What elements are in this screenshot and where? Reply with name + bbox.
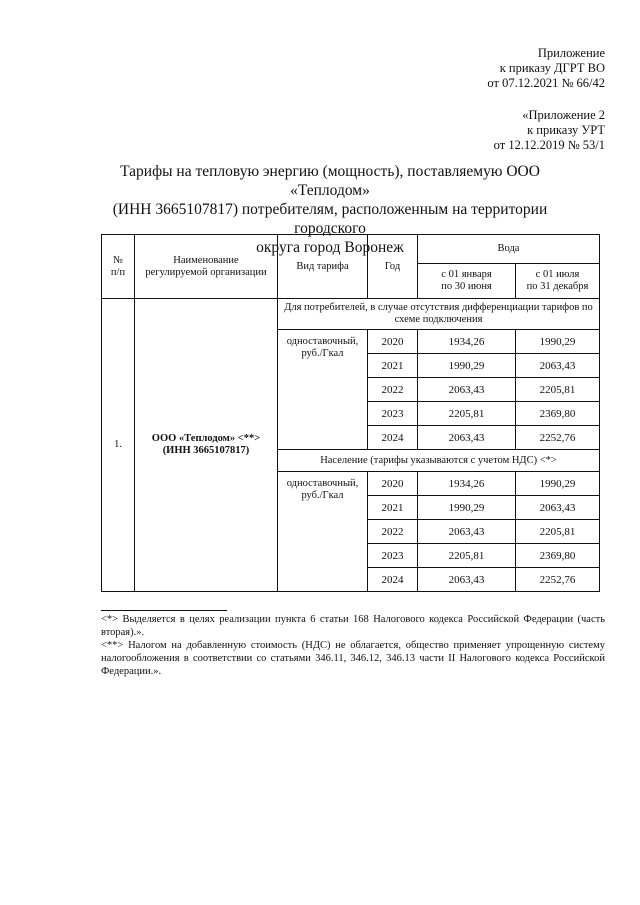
header-num: № п/п [102,235,135,299]
value-cell: 2205,81 [418,402,516,426]
header-year: Год [368,235,418,299]
appendix-line: Приложение [537,46,605,60]
year-cell: 2021 [368,496,418,520]
header-period-1: с 01 января по 30 июня [418,264,516,299]
year-cell: 2024 [368,426,418,450]
value-cell: 1990,29 [418,496,516,520]
value-cell: 2063,43 [418,378,516,402]
tariff-type: одноставочный, руб./Гкал [278,330,368,450]
appendix-line: от 07.12.2021 № 66/42 [487,76,605,90]
group-label: Для потребителей, в случае отсутствия дифференциации тарифов по схеме подключения [278,299,600,330]
value-cell: 2205,81 [516,520,600,544]
value-cell: 2063,43 [418,426,516,450]
header-period-2: с 01 июля по 31 декабря [516,264,600,299]
footnotes [101,613,605,678]
value-cell: 2252,76 [516,426,600,450]
header-water: Вода [418,235,600,264]
title-line: (ИНН 3665107817) потребителям, расположенным на территории городского [112,201,548,237]
title-line: Тарифы на тепловую энергию (мощность), поставляемую ООО «Теплодом» [120,163,540,199]
header-org: Наименование регулируемой организации [135,235,278,299]
value-cell: 1990,29 [516,472,600,496]
footnote: <**> Налогом на добавленную стоимость (НДС) не облагается, общество применяет упрощенную систему налогообложения в соответствии со статьями 346.11, 346.12, 346.13 части II Налогового кодекса Российской Федерации.». [101,640,605,677]
value-cell: 2063,43 [516,354,600,378]
org-name: ООО «Теплодом» <**> (ИНН 3665107817) [135,299,278,592]
appendix-line: к приказу ДГРТ ВО [499,61,605,75]
value-cell: 2205,81 [516,378,600,402]
value-cell: 2369,80 [516,402,600,426]
year-cell: 2021 [368,354,418,378]
tariff-table [101,234,600,592]
value-cell: 2063,43 [418,568,516,592]
value-cell: 1934,26 [418,472,516,496]
title-line: округа город Воронеж [256,239,404,256]
appendix-line: к приказу УРТ [527,123,605,137]
value-cell: 1934,26 [418,330,516,354]
value-cell: 2252,76 [516,568,600,592]
year-cell: 2022 [368,520,418,544]
year-cell: 2023 [368,402,418,426]
appendix-header [487,46,605,91]
header-tariff-type: Вид тарифа [278,235,368,299]
year-cell: 2024 [368,568,418,592]
value-cell: 2063,43 [418,520,516,544]
row-number: 1. [102,299,135,592]
year-cell: 2022 [368,378,418,402]
value-cell: 2369,80 [516,544,600,568]
year-cell: 2020 [368,330,418,354]
value-cell: 2063,43 [516,496,600,520]
group-label: Население (тарифы указываются с учетом НДС) <*> [278,450,600,472]
footnote-divider [101,610,227,611]
appendix-2-header [494,108,605,153]
value-cell: 1990,29 [516,330,600,354]
tariff-type: одноставочный, руб./Гкал [278,472,368,592]
appendix-line: «Приложение 2 [522,108,605,122]
footnote: <*> Выделяется в целях реализации пункта 6 статьи 168 Налогового кодекса Российской Федерации (часть вторая).». [101,614,605,638]
appendix-line: от 12.12.2019 № 53/1 [493,138,605,152]
year-cell: 2023 [368,544,418,568]
value-cell: 1990,29 [418,354,516,378]
year-cell: 2020 [368,472,418,496]
value-cell: 2205,81 [418,544,516,568]
